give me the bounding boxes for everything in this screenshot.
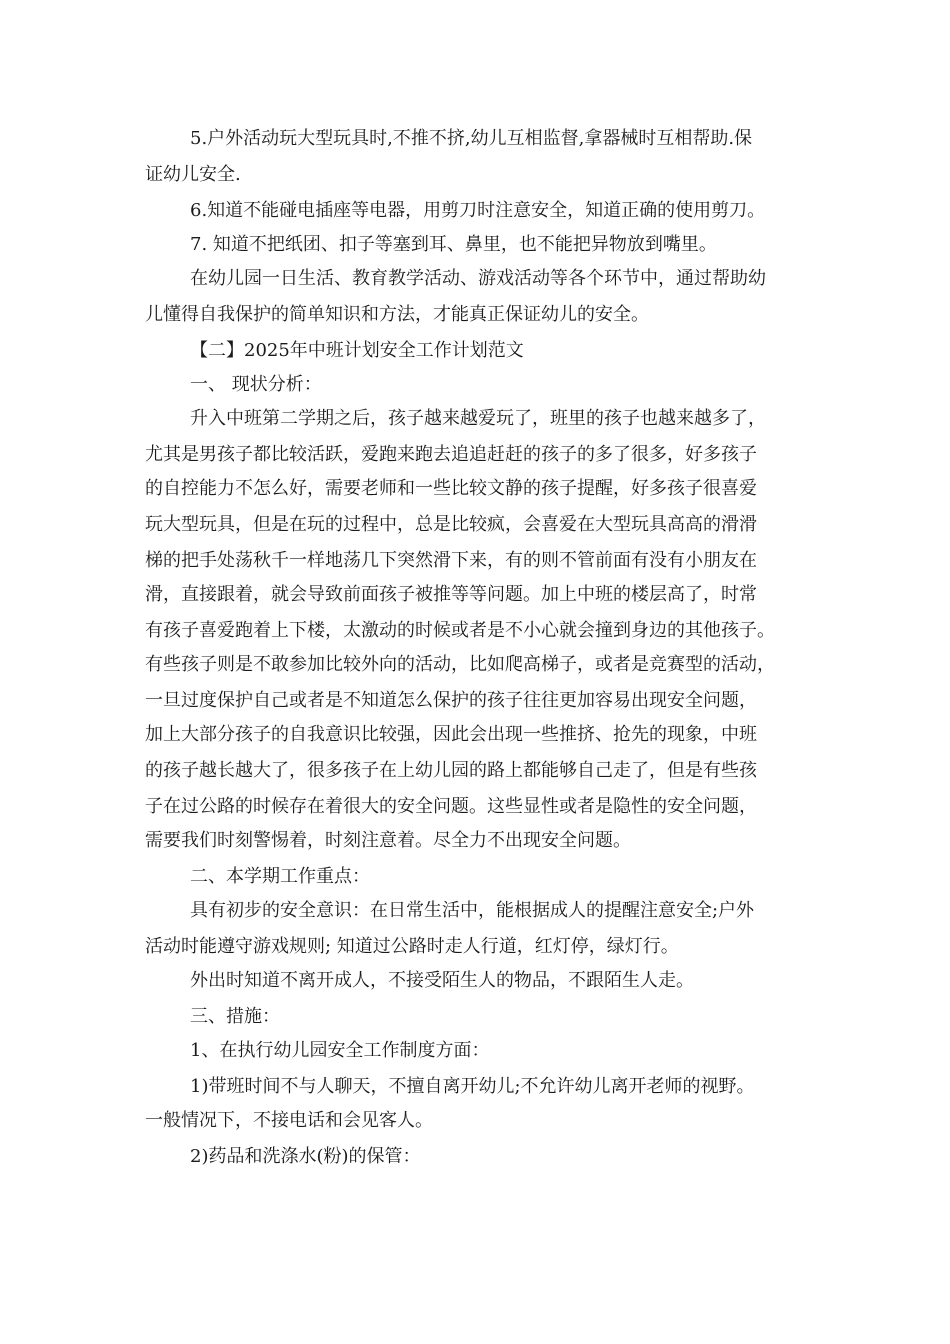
text-line: 一般情况下，不接电话和会见客人。 xyxy=(145,1110,433,1131)
text-line: 加上大部分孩子的自我意识比较强，因此会出现一些推挤、抢先的现象，中班 xyxy=(145,724,757,745)
subsection-heading: 一、 现状分析： xyxy=(190,374,322,395)
text-line: 具有初步的安全意识：在日常生活中，能根据成人的提醒注意安全;户外 xyxy=(190,900,755,921)
text-line: 活动时能遵守游戏规则; 知道过公路时走人行道，红灯停，绿灯行。 xyxy=(145,936,679,957)
subsection-heading: 三、措施： xyxy=(190,1006,280,1027)
text-line: 滑，直接跟着，就会导致前面孩子被推等等问题。加上中班的楼层高了，时常 xyxy=(145,584,757,605)
text-line: 6.知道不能碰电插座等电器，用剪刀时注意安全，知道正确的使用剪刀。 xyxy=(190,200,766,221)
text-line: 尤其是男孩子都比较活跃，爱跑来跑去追追赶赶的孩子的多了很多，好多孩子 xyxy=(145,444,757,465)
text-line: 在幼儿园一日生活、教育教学活动、游戏活动等各个环节中，通过帮助幼 xyxy=(190,268,766,289)
text-line: 2)药品和洗涤水(粉)的保管： xyxy=(190,1146,421,1167)
text-line: 需要我们时刻警惕着，时刻注意着。尽全力不出现安全问题。 xyxy=(145,830,631,851)
text-line: 玩大型玩具，但是在玩的过程中，总是比较疯，会喜爱在大型玩具高高的滑滑 xyxy=(145,514,757,535)
text-line: 1)带班时间不与人聊天，不擅自离开幼儿;不允许幼儿离开老师的视野。 xyxy=(190,1076,755,1097)
text-line: 梯的把手处荡秋千一样地荡几下突然滑下来，有的则不管前面有没有小朋友在 xyxy=(145,550,757,571)
text-line: 有孩子喜爱跑着上下楼，太激动的时候或者是不小心就会撞到身边的其他孩子。 xyxy=(145,620,775,641)
text-line: 儿懂得自我保护的简单知识和方法，才能真正保证幼儿的安全。 xyxy=(145,304,649,325)
text-line: 升入中班第二学期之后，孩子越来越爱玩了，班里的孩子也越来越多了， xyxy=(190,408,766,429)
text-line: 5.户外活动玩大型玩具时,不推不挤,幼儿互相监督,拿器械时互相帮助.保 xyxy=(190,128,753,149)
text-line: 一旦过度保护自己或者是不知道怎么保护的孩子往往更加容易出现安全问题， xyxy=(145,690,757,711)
text-line: 子在过公路的时候存在着很大的安全问题。这些显性或者是隐性的安全问题， xyxy=(145,796,757,817)
subsection-heading: 二、本学期工作重点： xyxy=(190,866,370,887)
text-line: 的孩子越长越大了，很多孩子在上幼儿园的路上都能够自己走了，但是有些孩 xyxy=(145,760,757,781)
text-line: 的自控能力不怎么好，需要老师和一些比较文静的孩子提醒，好多孩子很喜爱 xyxy=(145,478,757,499)
section-heading: 【二】2025年中班计划安全工作计划范文 xyxy=(190,340,524,361)
text-line: 证幼儿安全. xyxy=(145,164,241,185)
text-line: 外出时知道不离开成人，不接受陌生人的物品，不跟陌生人走。 xyxy=(190,970,694,991)
text-line: 7. 知道不把纸团、扣子等塞到耳、鼻里，也不能把异物放到嘴里。 xyxy=(190,234,717,255)
text-line: 有些孩子则是不敢参加比较外向的活动，比如爬高梯子，或者是竞赛型的活动， xyxy=(145,654,775,675)
text-line: 1、在执行幼儿园安全工作制度方面： xyxy=(190,1040,490,1061)
